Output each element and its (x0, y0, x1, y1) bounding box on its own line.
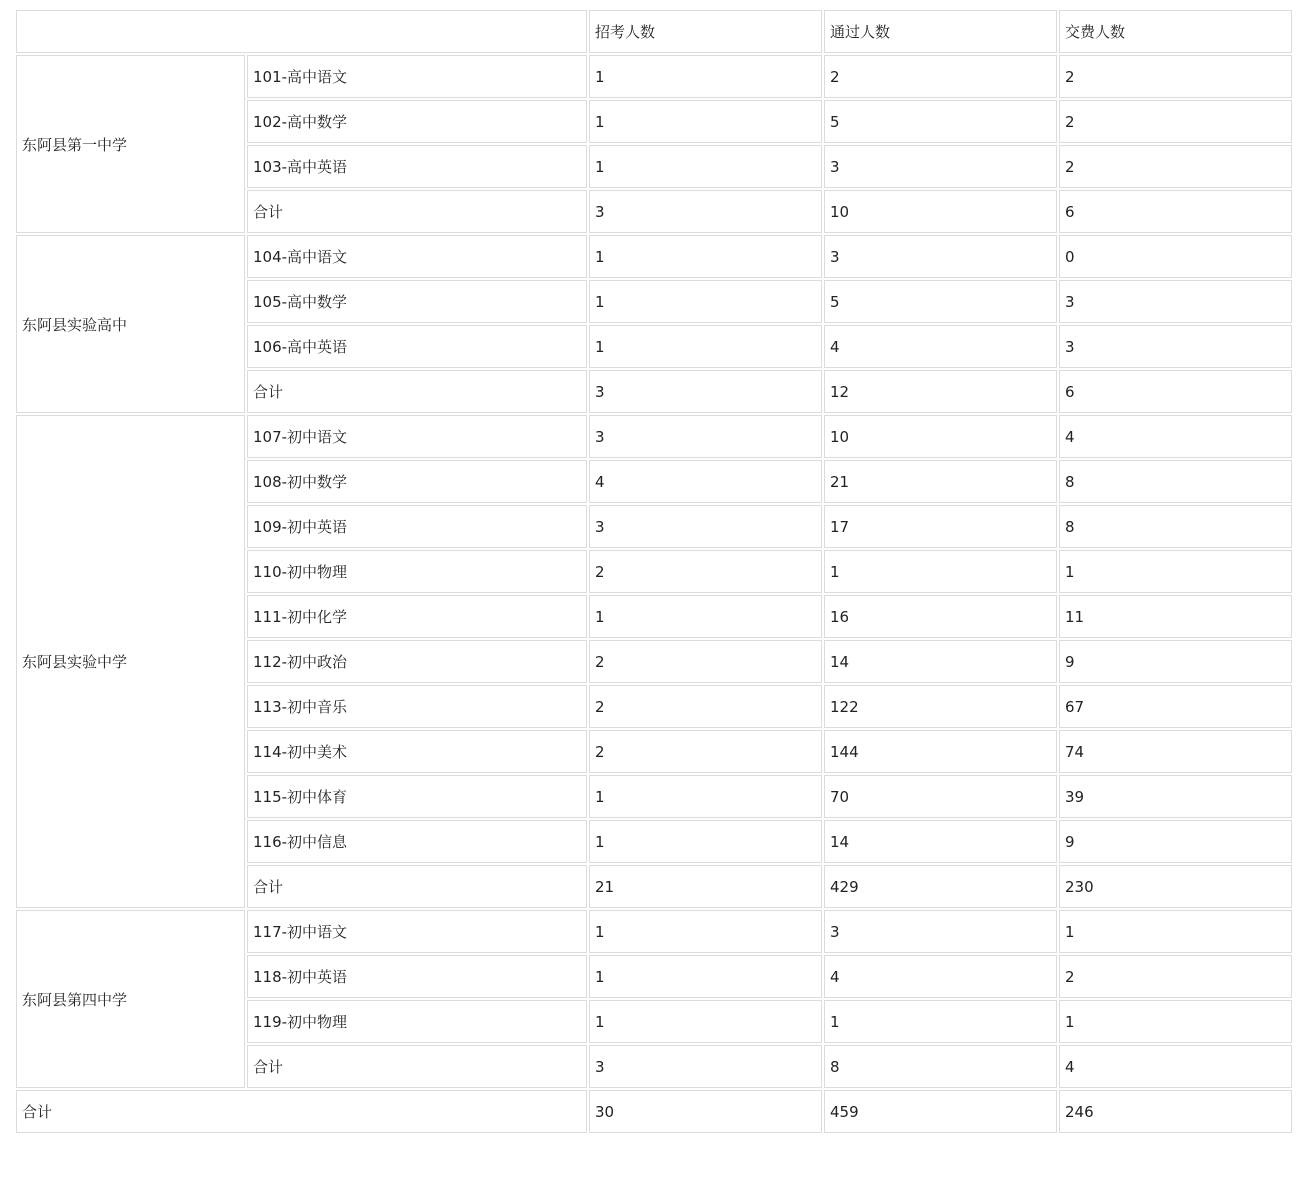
enroll-count-cell: 1 (589, 1000, 822, 1043)
enroll-count-cell: 3 (589, 1045, 822, 1088)
enrollment-statistics-table (14, 8, 1294, 1135)
subject-cell: 111-初中化学 (247, 595, 587, 638)
header-row (16, 10, 1292, 53)
subject-cell: 110-初中物理 (247, 550, 587, 593)
paid-count-cell: 2 (1059, 100, 1292, 143)
pass-count-cell: 4 (824, 955, 1057, 998)
enroll-count-cell: 2 (589, 550, 822, 593)
enroll-count-cell: 1 (589, 235, 822, 278)
subject-cell: 102-高中数学 (247, 100, 587, 143)
header-blank-cell (16, 10, 587, 53)
subject-cell: 114-初中美术 (247, 730, 587, 773)
pass-count-cell: 16 (824, 595, 1057, 638)
subject-cell: 117-初中语文 (247, 910, 587, 953)
subject-cell: 104-高中语文 (247, 235, 587, 278)
enroll-count-cell: 1 (589, 910, 822, 953)
paid-count-cell: 9 (1059, 640, 1292, 683)
enroll-count-cell: 3 (589, 505, 822, 548)
subject-cell: 合计 (247, 190, 587, 233)
table-row (16, 235, 1292, 278)
pass-count-cell: 122 (824, 685, 1057, 728)
enroll-count-cell: 3 (589, 415, 822, 458)
table-row (16, 415, 1292, 458)
subject-cell: 103-高中英语 (247, 145, 587, 188)
enroll-count-cell: 1 (589, 55, 822, 98)
table-row (16, 910, 1292, 953)
pass-count-cell: 5 (824, 100, 1057, 143)
enroll-count-cell: 1 (589, 325, 822, 368)
subject-cell: 105-高中数学 (247, 280, 587, 323)
pass-count-cell: 12 (824, 370, 1057, 413)
paid-count-cell: 2 (1059, 955, 1292, 998)
paid-count-cell: 230 (1059, 865, 1292, 908)
paid-count-cell: 6 (1059, 190, 1292, 233)
subject-cell: 118-初中英语 (247, 955, 587, 998)
enroll-count-cell: 1 (589, 955, 822, 998)
paid-count-cell: 3 (1059, 325, 1292, 368)
paid-count-cell: 2 (1059, 145, 1292, 188)
paid-count-cell: 6 (1059, 370, 1292, 413)
enroll-count-cell: 2 (589, 730, 822, 773)
pass-count-cell: 5 (824, 280, 1057, 323)
paid-count-cell: 3 (1059, 280, 1292, 323)
enroll-count-cell: 3 (589, 190, 822, 233)
enroll-count-cell: 1 (589, 280, 822, 323)
enroll-count-cell: 1 (589, 100, 822, 143)
paid-count-cell: 74 (1059, 730, 1292, 773)
paid-count-cell: 1 (1059, 550, 1292, 593)
header-pass-count: 通过人数 (824, 10, 1057, 53)
grand-total-paid: 246 (1059, 1090, 1292, 1133)
paid-count-cell: 67 (1059, 685, 1292, 728)
grand-total-enroll: 30 (589, 1090, 822, 1133)
pass-count-cell: 144 (824, 730, 1057, 773)
subject-cell: 113-初中音乐 (247, 685, 587, 728)
pass-count-cell: 21 (824, 460, 1057, 503)
pass-count-cell: 10 (824, 190, 1057, 233)
header-enroll-count: 招考人数 (589, 10, 822, 53)
paid-count-cell: 1 (1059, 910, 1292, 953)
table-body (16, 55, 1292, 1088)
paid-count-cell: 39 (1059, 775, 1292, 818)
pass-count-cell: 70 (824, 775, 1057, 818)
paid-count-cell: 4 (1059, 1045, 1292, 1088)
paid-count-cell: 2 (1059, 55, 1292, 98)
pass-count-cell: 14 (824, 820, 1057, 863)
grand-total-pass: 459 (824, 1090, 1057, 1133)
paid-count-cell: 8 (1059, 505, 1292, 548)
pass-count-cell: 1 (824, 1000, 1057, 1043)
subject-cell: 112-初中政治 (247, 640, 587, 683)
enroll-count-cell: 1 (589, 145, 822, 188)
enroll-count-cell: 1 (589, 595, 822, 638)
subject-cell: 109-初中英语 (247, 505, 587, 548)
subject-cell: 合计 (247, 1045, 587, 1088)
enroll-count-cell: 2 (589, 685, 822, 728)
school-name-cell: 东阿县第四中学 (16, 910, 245, 1088)
pass-count-cell: 14 (824, 640, 1057, 683)
pass-count-cell: 10 (824, 415, 1057, 458)
subject-cell: 合计 (247, 370, 587, 413)
enroll-count-cell: 3 (589, 370, 822, 413)
pass-count-cell: 8 (824, 1045, 1057, 1088)
subject-cell: 107-初中语文 (247, 415, 587, 458)
grand-total-row (16, 1090, 1292, 1133)
pass-count-cell: 4 (824, 325, 1057, 368)
paid-count-cell: 4 (1059, 415, 1292, 458)
pass-count-cell: 2 (824, 55, 1057, 98)
school-name-cell: 东阿县实验高中 (16, 235, 245, 413)
pass-count-cell: 429 (824, 865, 1057, 908)
enroll-count-cell: 1 (589, 820, 822, 863)
subject-cell: 116-初中信息 (247, 820, 587, 863)
header-paid-count: 交费人数 (1059, 10, 1292, 53)
paid-count-cell: 0 (1059, 235, 1292, 278)
school-name-cell: 东阿县第一中学 (16, 55, 245, 233)
enroll-count-cell: 1 (589, 775, 822, 818)
enroll-count-cell: 4 (589, 460, 822, 503)
subject-cell: 合计 (247, 865, 587, 908)
subject-cell: 119-初中物理 (247, 1000, 587, 1043)
subject-cell: 115-初中体育 (247, 775, 587, 818)
subject-cell: 108-初中数学 (247, 460, 587, 503)
table-row (16, 55, 1292, 98)
grand-total-label: 合计 (16, 1090, 587, 1133)
pass-count-cell: 3 (824, 145, 1057, 188)
paid-count-cell: 1 (1059, 1000, 1292, 1043)
pass-count-cell: 3 (824, 235, 1057, 278)
subject-cell: 106-高中英语 (247, 325, 587, 368)
paid-count-cell: 11 (1059, 595, 1292, 638)
school-name-cell: 东阿县实验中学 (16, 415, 245, 908)
paid-count-cell: 8 (1059, 460, 1292, 503)
pass-count-cell: 17 (824, 505, 1057, 548)
enroll-count-cell: 21 (589, 865, 822, 908)
subject-cell: 101-高中语文 (247, 55, 587, 98)
enroll-count-cell: 2 (589, 640, 822, 683)
paid-count-cell: 9 (1059, 820, 1292, 863)
pass-count-cell: 3 (824, 910, 1057, 953)
pass-count-cell: 1 (824, 550, 1057, 593)
